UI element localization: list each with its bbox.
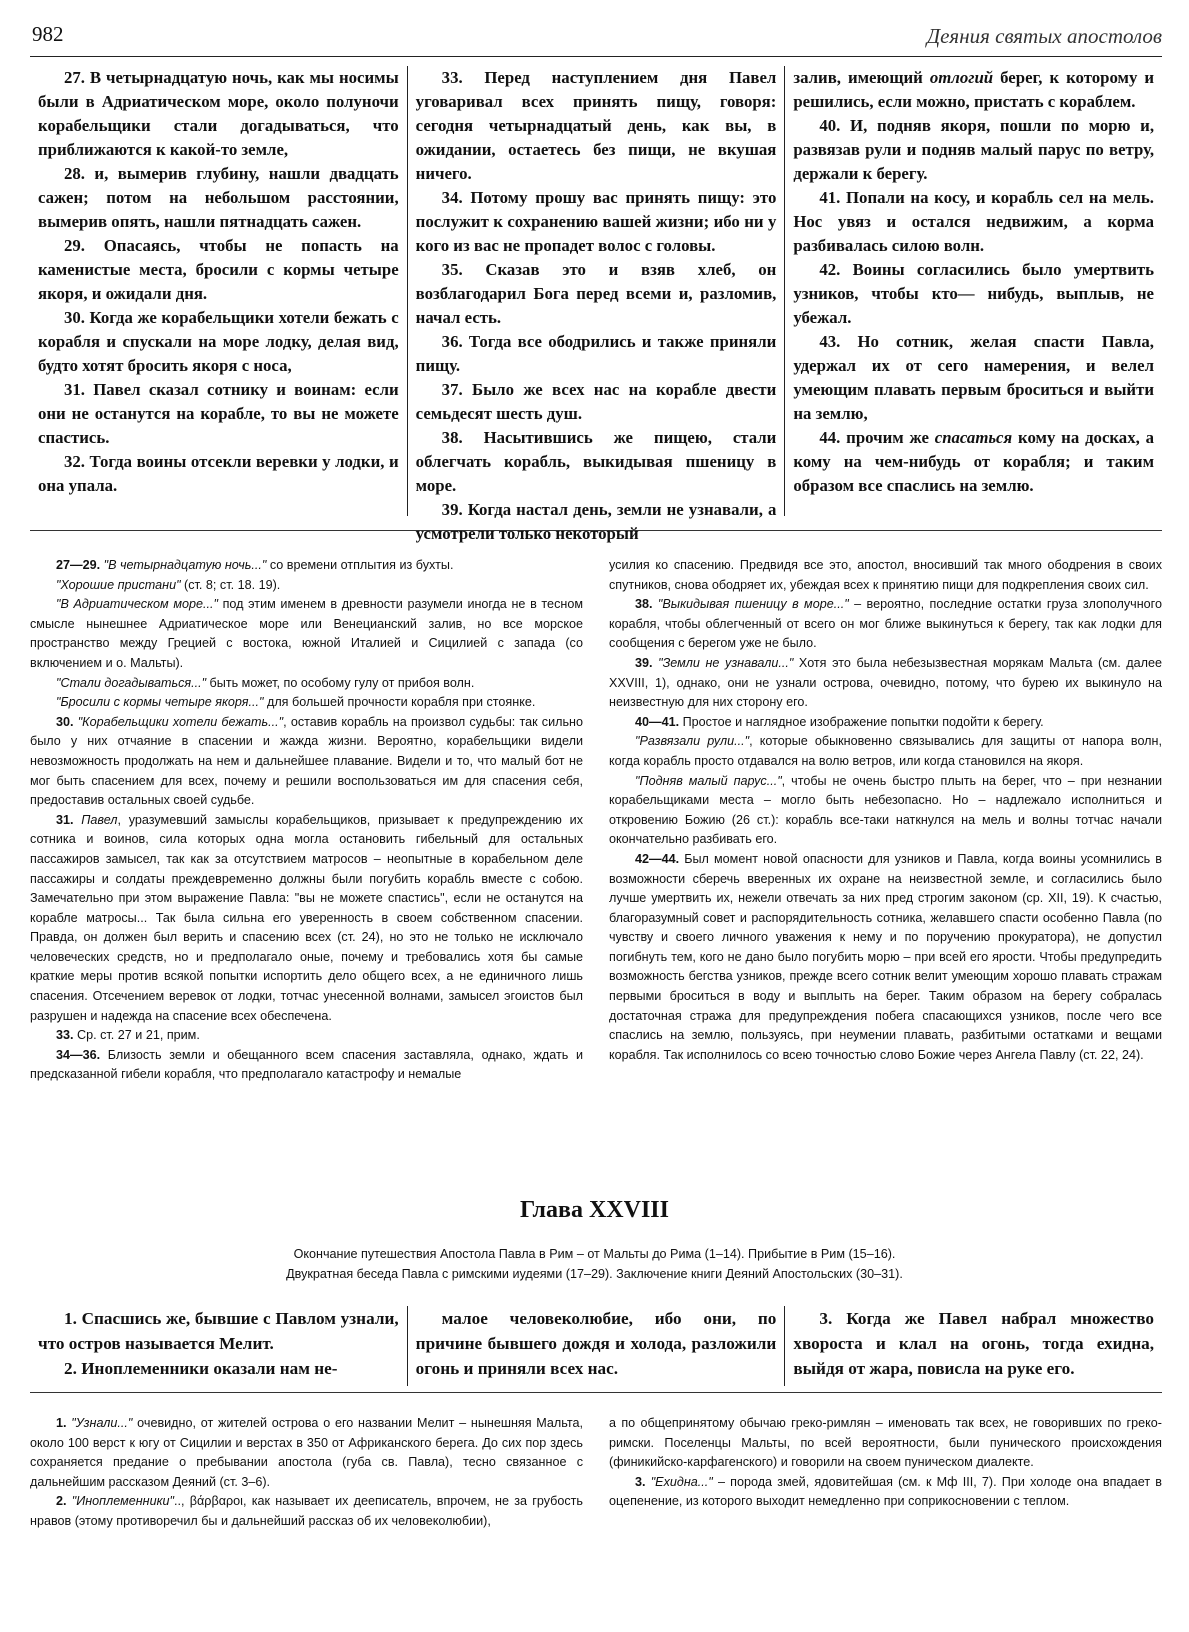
commentary-quote: "Бросили с кормы четыре якоря..." <box>56 695 264 710</box>
running-title: Деяния святых апостолов <box>926 24 1162 48</box>
verse: 37. Было же всех нас на корабле двести семьдесят шесть душ. <box>415 380 777 423</box>
verse <box>793 186 1154 258</box>
commentary-text: , уразумевший замыслы корабельщиков, призывает к предупреждению их сотника и воинов, сила которых одна могла остановить гибельный для остальных пассажиров замысел, так как за отсутствием матросов – неопытные в корабельном деле пассажиры и солдаты преждевременно должны были погубить корабль вместе с собою. Замечательно при этом выражение Павла: "вы не можете спастись", если не останутся на корабле матросы... Так была сильна его уверенность в своем собственном спасении. Правда, он должен был верить и спасению всех (ст. 24), но это не только не исключало человеческих средств, но и предполагало оные, почему и требовались хотя бы самые краткие меры против всякой попытки испортить дело общего всех, а не единичного лишь спасения. Отсечением веревок от лодки, тотчас унесенной волнами, замысел эгоистов был разрушен и надежда на спасение всех обеспечена. <box>30 812 583 1023</box>
commentary-note <box>30 811 583 1027</box>
commentary-bottom <box>30 1414 1162 1594</box>
verse-column-2 <box>407 1306 785 1386</box>
commentary-text: быть может, по особому гулу от прибоя волн. <box>206 675 475 690</box>
commentary-quote: "Развязали рули..." <box>635 734 750 749</box>
commentary-text: – вероятно, последние остатки груза злополучного корабля, чтобы облегченный от всего он мог ближе выкинуться к берегу, так как лодки для сообщения с берегом уже не было. <box>609 597 1162 651</box>
verse <box>793 66 1154 114</box>
verse: 27. В четырнадцатую ночь, как мы носимы были в Адриатическом море, около полуночи корабельщики стали догадываться, что приближаются к какой-то земле, <box>38 68 399 159</box>
commentary-note <box>609 850 1162 1066</box>
commentary-column-2 <box>609 556 1162 1156</box>
commentary-text: Простое и наглядное изображение попытки подойти к берегу. <box>679 714 1044 729</box>
commentary-note <box>30 1026 583 1046</box>
commentary-note <box>609 1414 1162 1473</box>
commentary-quote: "Корабельщики хотели бежать..." <box>73 714 284 729</box>
commentary-note <box>609 732 1162 771</box>
chapter-title: Глава XXVIII <box>519 1197 669 1223</box>
commentary-text: очевидно, от жителей острова о его названии Мелит – нынешняя Мальта, около 100 верст к югу от Сицилии и верстах в 350 от Африканского берега. До сих пор здесь сохраняется предание о пребывании апостола (губа св. Павла), тесно связанное с дальнейшим рассказом Деяний (ст. 3–6). <box>30 1416 583 1489</box>
verse <box>793 426 1154 498</box>
verse: 32. Тогда воины отсекли веревки у лодки, и она упала. <box>38 452 399 495</box>
verse: 1. Спасшись же, бывшие с Павлом узнали, что остров называется Мелит. <box>38 1309 399 1353</box>
verse: 34. Потому прошу вас принять пищу: это послужит к сохранению вашей жизни; ибо ни у кого из вас не пропадет волос с головы. <box>415 188 777 255</box>
commentary-text: , чтобы не очень быстро плыть на берег, что – при незнании корабельщиками места – могло быть небезопасно. Но – надлежало исполниться и откровению Божию (26 ст.): корабль все-таки наткнулся на мель и волны тотчас начали окончательно разбивать его. <box>609 773 1162 847</box>
verse-text: 44. прочим же <box>819 428 935 447</box>
commentary-note <box>30 576 583 596</box>
commentary-text: , которые обыкновенно связывались для защиты от напора волн, когда корабль просто отдавался на волю ветров, или когда становился на якоря. <box>609 734 1162 768</box>
commentary-note <box>609 713 1162 733</box>
commentary-note <box>609 772 1162 850</box>
verse: 33. Перед наступлением дня Павел уговаривал всех принять пищу, говоря: сегодня четырнадцатый день, как вы, в ожидании, остаетесь без пищи, не вкушая ничего. <box>415 68 777 183</box>
verse-text: 43. Но сотник, желая спасти Павла, удержал их от сего намерения, и велел умеющим плавать первым броситься и выйти на землю, <box>793 332 1155 423</box>
commentary-text: Ср. ст. 27 и 21, прим. <box>73 1028 200 1043</box>
commentary-quote: "Подняв малый парус..." <box>635 773 782 788</box>
commentary-note <box>609 595 1162 654</box>
divider-rule <box>30 1392 1162 1393</box>
commentary-text: а по общепринятому обычаю греко-римлян – именовать так всех, не говоривших по греко-римски. Поселенцы Мальты, по всей вероятности, были пунического происхождения (финикийско-карфагенского) и говорили на своем пуническом диалекте. <box>609 1416 1162 1470</box>
verse: 29. Опасаясь, чтобы не попасть на каменистые места, бросили с кормы четыре якоря, и ожидали дня. <box>38 236 399 303</box>
verse <box>793 330 1154 426</box>
commentary-text: со времени отплытия из бухты. <box>266 558 454 572</box>
scripture-verses-top <box>30 66 1162 543</box>
commentary-reference: 30. <box>56 714 74 729</box>
verse: 39. Когда настал день, земли не узнавали, а усмотрели только некоторый <box>415 500 777 543</box>
commentary-top <box>30 556 1162 1156</box>
scripture-verses-bottom <box>30 1306 1162 1386</box>
commentary-quote: "Узнали..." <box>66 1416 133 1430</box>
verse-column-1 <box>30 66 407 516</box>
commentary-text: , оставив корабль на произвол судьбы: так сильно было у них отчаяние в спасении и жажда жизни. Вероятно, корабельщики видели невозможность продолжать на нем и дальнейшее плавание. Видели и то, что малый бот не мог быть спасением для всех, почему и решили воспользоваться им для спасения себя, предоставив остальных своей судьбе. <box>30 714 583 808</box>
commentary-reference: 3. <box>635 1474 646 1489</box>
verse-column-2 <box>407 66 785 543</box>
commentary-text: (ст. 8; ст. 18. 19). <box>180 577 281 592</box>
commentary-reference: 33. <box>56 1028 74 1043</box>
commentary-reference: 2. <box>56 1494 67 1509</box>
commentary-reference: 34—36. <box>56 1047 101 1062</box>
commentary-note <box>30 674 583 694</box>
divider-rule <box>30 530 1162 531</box>
verse-text: 41. Попали на косу, и корабль сел на мель. Нос увяз и остался недвижим, а корма разбивалась силою волн. <box>793 188 1155 255</box>
verse: 30. Когда же корабельщики хотели бежать с корабля и спускали на море лодку, делая вид, будто хотят бросить якоря с носа, <box>38 308 399 375</box>
commentary-note <box>30 693 583 713</box>
chapter-summary <box>180 1244 1009 1284</box>
verse: 2. Иноплеменники оказали нам не- <box>64 1359 338 1378</box>
commentary-text: усилия ко спасению. Предвидя все это, апостол, вносивший так много ободрения в своих спутников, снова ободряет их, убеждая всех к принятию пищи для подкрепления своих сил. <box>609 558 1162 592</box>
chapter-summary-line: Двукратная беседа Павла с римскими иудеями (17–29). Заключение книги Деяний Апостольских (30–31). <box>286 1267 903 1281</box>
commentary-note <box>609 556 1162 595</box>
verse-text: кому на досках, а кому на чем-нибудь от корабля; и таким образом все спаслись на землю. <box>793 428 1155 495</box>
verse: 28. и, вымерив глубину, нашли двадцать сажен; потом на небольшом расстоянии, вымерив опять, нашли пятнадцать сажен. <box>38 164 399 231</box>
commentary-note <box>30 713 583 811</box>
verse: 35. Сказав это и взяв хлеб, он возблагодарил Бога перед всеми и, разломив, начал есть. <box>415 260 777 327</box>
commentary-column-1 <box>30 1414 583 1594</box>
commentary-reference: 40—41. <box>635 714 680 729</box>
commentary-column-1 <box>30 556 583 1156</box>
commentary-quote: "Иноплеменники" <box>66 1494 175 1509</box>
commentary-reference: 27—29. <box>56 558 101 572</box>
commentary-reference: 42—44. <box>635 851 680 866</box>
commentary-note <box>30 595 583 673</box>
verse: 38. Насытившись же пищею, стали облегчать корабль, выкидывая пшеницу в море. <box>415 428 777 495</box>
verse: 36. Тогда все ободрились и также приняли пищу. <box>415 332 777 375</box>
verse-column-3 <box>784 66 1162 516</box>
commentary-text: Хотя это была небезызвестная морякам Мальта (см. далее XXVIII, 1), однако, они не узнали острова, очевидно, потому, что бурею их выкинуло на неизвестную для них сторону его. <box>609 655 1162 710</box>
commentary-quote: "В Адриатическом море..." <box>56 597 218 612</box>
verse-text: берег, к которому и решились, если можно, пристать с кораблем. <box>793 68 1155 111</box>
verse: 31. Павел сказал сотнику и воинам: если они не останутся на корабле, то вы не можете спастись. <box>38 380 399 447</box>
verse <box>793 114 1154 186</box>
chapter-summary-line: Окончание путешествия Апостола Павла в Рим – от Мальты до Рима (1–14). Прибытие в Рим (15–16). <box>293 1247 896 1261</box>
verse: 3. Когда же Павел набрал множество хвороста и клал на огонь, тогда ехидна, выйдя от жара, повисла на руке его. <box>793 1309 1155 1378</box>
commentary-quote: "Выкидывая пшеницу в море..." <box>652 597 849 612</box>
commentary-quote: "Стали догадываться..." <box>56 675 207 690</box>
commentary-note <box>30 1414 583 1492</box>
commentary-text: – порода змей, ядовитейшая (см. к Мф III, 7). При холоде она впадает в оцепенение, из которого выходит немедленно при соприкосновении с теплом. <box>609 1474 1162 1509</box>
verse <box>793 258 1154 330</box>
page-number: 982 <box>32 22 64 46</box>
verse-text: залив, имеющий <box>793 68 930 87</box>
commentary-quote: "В четырнадцатую ночь..." <box>100 558 267 572</box>
commentary-reference: 39. <box>635 655 653 670</box>
commentary-reference: 1. <box>56 1416 67 1430</box>
commentary-note <box>30 1046 583 1085</box>
commentary-quote: Павел <box>73 812 118 827</box>
commentary-reference: 31. <box>56 812 74 827</box>
commentary-text: Был момент новой опасности для узников и Павла, когда воины усомнились в возможности сберечь вверенных их охране на неизвестной земле, и согласились было лучше умертвить их, нежели отвечать за них пред строгим законом (ср. XII, 19). К счастью, благоразумный совет и распорядительность сотника, желавшего спасти особенно Павла (по чувству и своего личного уважения к нему и по поручению прокуратора), не допустил погибнуть тем, кого не дано было погубить морю – при всей его ярости. Чтобы предупредить возможность бегства узников, прежде всего сотник велит умеющим хорошо плавать стражам первыми броситься в воду и выплыть на берег. Таким образом на берегу собралась достаточная стража для предупреждения побега спасающихся узников, после чего все спаслись на землю, пользуясь, при неумении плавать, разбитыми остатками и вещами корабля. Так исполнилось со всею точностью слово Божие через Ангела Павлу (ст. 22, 24). <box>609 851 1162 1062</box>
commentary-quote: "Хорошие пристани" <box>56 577 181 592</box>
commentary-quote: "Ехидна..." <box>645 1474 713 1489</box>
verse-column-3 <box>784 1306 1162 1386</box>
verse: малое человеколюбие, ибо они, по причине бывшего дождя и холода, разложили огонь и приняли всех нас. <box>415 1309 777 1378</box>
commentary-column-2 <box>609 1414 1162 1594</box>
commentary-text: для большей прочности корабля при стоянке. <box>263 695 536 710</box>
commentary-note <box>609 1473 1162 1512</box>
commentary-note <box>30 1492 583 1531</box>
verse-emphasis: отлогий <box>929 68 994 87</box>
commentary-text: под этим именем в древности разумели иногда не в тесном смысле нынешнее Адриатическое море или Венецианский залив, но все морское пространство между Грецией с востока, южной Италией и Сицилией с запада (со включением и о. Мальты). <box>30 597 583 670</box>
commentary-note <box>609 654 1162 713</box>
commentary-note <box>30 556 583 576</box>
commentary-text: Близость земли и обещанного всем спасения заставляла, однако, ждать и предсказанной гибели корабля, что предполагало катастрофу и немалые <box>30 1047 583 1082</box>
verse-text: 40. И, подняв якоря, пошли по морю и, развязав рули и подняв малый парус по ветру, держали к берегу. <box>793 116 1155 183</box>
commentary-text: .., βάρβαροι, как называет их дееписатель, впрочем, не за грубость нравов (этому противоречил бы и дальнейший рассказ об их человеколюбии), <box>30 1494 583 1528</box>
verse-column-1 <box>30 1306 407 1386</box>
commentary-quote: "Земли не узнавали..." <box>652 655 794 670</box>
commentary-reference: 38. <box>635 597 653 612</box>
page-header <box>30 18 1162 57</box>
verse-text: 42. Воины согласились было умертвить узников, чтобы кто— нибудь, выплыв, не убежал. <box>793 260 1155 327</box>
verse-emphasis: спасаться <box>934 428 1013 447</box>
